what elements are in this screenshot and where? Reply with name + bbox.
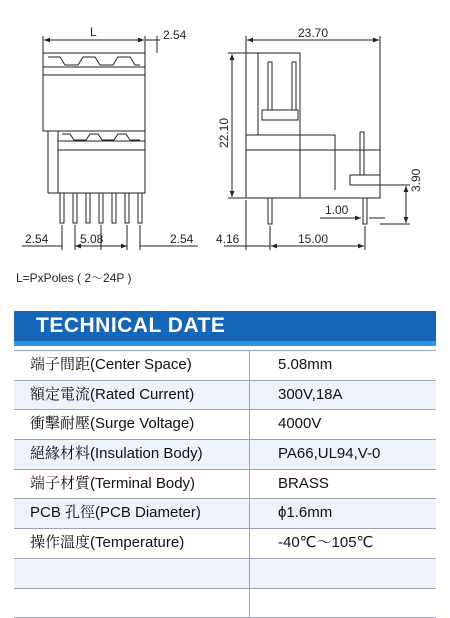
spec-row (14, 559, 436, 589)
spec-row (14, 440, 436, 470)
spec-label (14, 559, 250, 588)
technical-drawing (0, 0, 450, 300)
dim-right-pitch-label: 2.54 (170, 232, 194, 246)
spec-value: 300V,18A (250, 381, 436, 410)
dim-left-pitch-label: 2.54 (25, 232, 49, 246)
spec-label: 絕緣材料(Insulation Body) (14, 440, 250, 469)
dim-pitch-label: 5.08 (80, 232, 104, 246)
spec-label: 衝擊耐壓(Surge Voltage) (14, 410, 250, 439)
spec-row (14, 381, 436, 411)
spec-value: -40℃～105℃ (250, 529, 436, 558)
spec-row (14, 499, 436, 529)
front-pins (60, 193, 142, 223)
dim-top-right-label: 2.54 (163, 28, 187, 42)
dim-pin-width-label: 1.00 (325, 203, 349, 217)
spec-row (14, 529, 436, 559)
spec-value: BRASS (250, 470, 436, 499)
spec-table (14, 350, 436, 618)
banner-accent-bar (14, 341, 436, 346)
spec-row (14, 351, 436, 381)
spec-label: 端子間距(Center Space) (14, 351, 250, 380)
spec-row (14, 410, 436, 440)
dim-height-label: 22.10 (217, 118, 231, 148)
dim-left-offset-label: 4.16 (216, 232, 240, 246)
spec-value: 5.08mm (250, 351, 436, 380)
section-banner (14, 311, 436, 341)
side-view (224, 36, 410, 250)
spec-row (14, 470, 436, 500)
spec-label (14, 589, 250, 618)
section-title: TECHNICAL DATE (36, 314, 225, 338)
spec-value: PA66,UL94,V-0 (250, 440, 436, 469)
front-view (22, 36, 198, 250)
spec-label: 操作溫度(Temperature) (14, 529, 250, 558)
poles-note: L=PxPoles ( 2～24P ) (16, 269, 132, 286)
spec-label: 額定電流(Rated Current) (14, 381, 250, 410)
spec-label: PCB 孔徑(PCB Diameter) (14, 499, 250, 528)
dim-width-label: 23.70 (298, 26, 328, 40)
spec-label: 端子材質(Terminal Body) (14, 470, 250, 499)
spec-value (250, 589, 436, 618)
spec-row (14, 589, 436, 618)
spec-value (250, 559, 436, 588)
dim-pin-height-label: 3.90 (409, 168, 423, 192)
dim-L-label: L (90, 25, 97, 39)
spec-value: ϕ1.6mm (250, 499, 436, 528)
dim-depth-label: 15.00 (298, 232, 328, 246)
spec-value: 4000V (250, 410, 436, 439)
